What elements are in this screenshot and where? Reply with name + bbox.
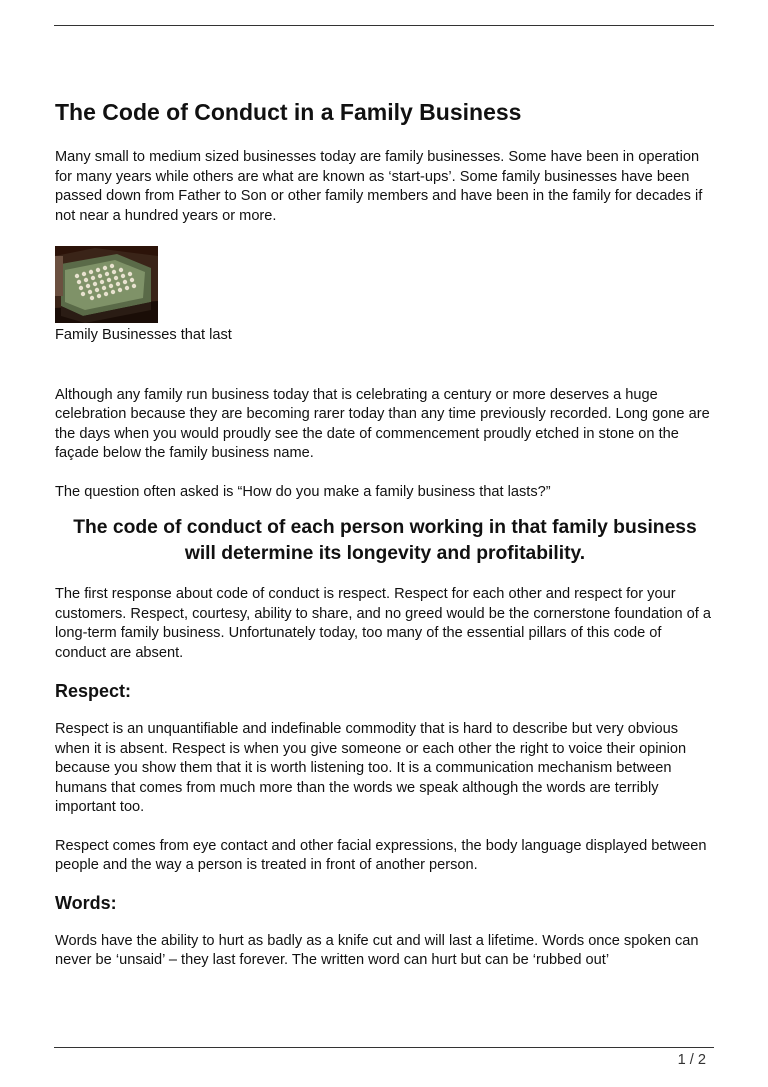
intro-paragraph: Many small to medium sized businesses today are family businesses. Some have been in operation for many years while others are what are known as ‘start-ups’. Some family businesses have been passed down from Father to Son or other family members and have been in the family for decades if not near a hundred years or more. [55, 149, 703, 224]
respect-heading: Respect: [55, 681, 132, 701]
century-paragraph: Although any family run business today that is celebrating a century or more deserves a huge celebration because they are becoming rarer today than any time previously recorded. Long gone are the days when you would proudly see the date of commencement proudly etched in stone on the façade below the family business name. [55, 386, 710, 461]
respect-paragraph-2: Respect comes from eye contact and other facial expressions, the body language displayed between people and the way a person is treated in front of another person. [55, 837, 707, 873]
footer-rule [54, 1047, 714, 1048]
document-title: The Code of Conduct in a Family Business [55, 99, 522, 125]
header-rule [54, 25, 714, 26]
words-heading: Words: [55, 892, 117, 913]
response-paragraph: The first response about code of conduct is respect. Respect for each other and respect for your customers. Respect, courtesy, ability to share, and no greed would be the cornerstone foundation of a long-term family business. Unfortunately today, too many of the essential pillars of this code of conduct are absent. [55, 586, 712, 661]
callout-heading: The code of conduct of each person working in that family business will determine its longevity and profitability. [73, 517, 697, 564]
image-caption: Family Businesses that last [55, 327, 232, 343]
words-paragraph-1: Words have the ability to hurt as badly as a knife cut and will last a lifetime. Words once spoken can never be ‘unsaid’ – they last forever. The written word can hurt but can be ‘rubbed out’ [55, 932, 699, 968]
question-paragraph: The question often asked is “How do you make a family business that lasts?” [55, 483, 551, 500]
page-number: 1 / 2 [677, 1052, 706, 1068]
respect-paragraph-1: Respect is an unquantifiable and indefinable commodity that is hard to describe but very obvious when it is absent. Respect is when you give someone or each other the right to voice their opinion because you show them that it is worth listening too. It is a communication mechanism between humans that comes from much more than the words we speak although the words are terribly important too. [55, 721, 687, 815]
document-body [55, 96, 715, 971]
adding-machine-photo [55, 246, 158, 323]
